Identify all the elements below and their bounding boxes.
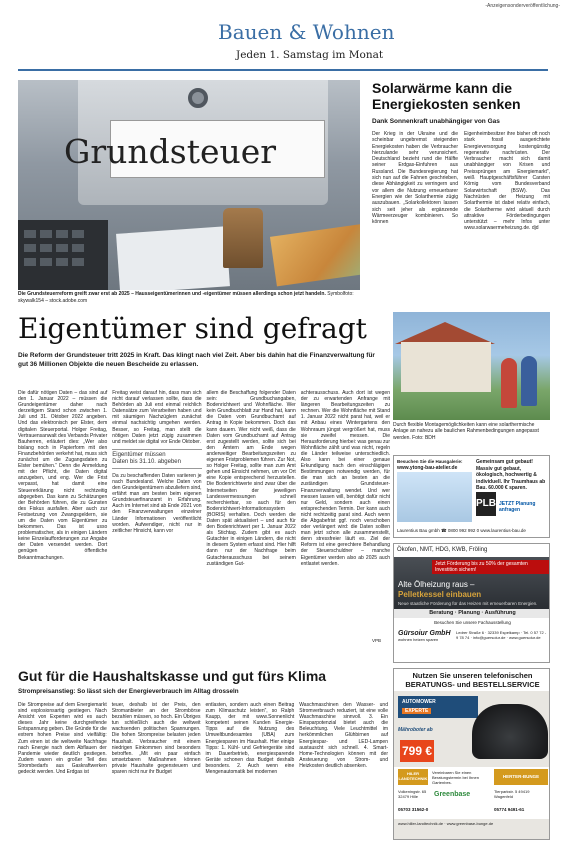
- solar-subheadline: Dank Sonnenkraft unabhängiger von Gas: [372, 118, 500, 125]
- house-roof: [395, 322, 495, 344]
- greenbase-logo: Greenbase: [434, 791, 471, 798]
- dealer-logo-hille: HILER LANDTECHNIK: [398, 769, 428, 785]
- ad-hq-dealers: [394, 767, 550, 819]
- section-subtitle: Jeden 1. Samstag im Monat: [236, 49, 384, 61]
- dealer-phone-2[interactable]: 05774 9491-61: [494, 807, 525, 812]
- bottom-body: [18, 702, 388, 775]
- solar-family-photo: [393, 312, 550, 420]
- lead-headline: Eigentümer sind gefragt: [18, 312, 367, 345]
- ad-ytong-cta[interactable]: JETZT Planung anfragen: [499, 501, 536, 513]
- ad-oil-banner: [394, 557, 550, 609]
- ad-ytong-line1: Besuchen Sie die Hausgalerie:: [397, 459, 463, 464]
- dealer-phone-1[interactable]: 05703 31562-0: [398, 807, 429, 812]
- ad-ytong-headline: Gemeinsam gut gebaut! Massiv gut gebaut, ökologisch, hochwertig & individuell. Ihr Traumhaus ab Bau. 60.000 € sparen.: [476, 459, 546, 491]
- bottom-column-3: entlasten, sondern auch einen Beitrag zum Klimaschutz leisten“, so Ralph Kaupp, der mit www.Sonnenlicht kompetent seinen Kunden Energie-Tipps auf die Nutzung des Umweltbundesamtes (UBA) zum Energiesparen im Haushalt. Hier einige Tipps: 1. Kühl- und Gefriergeräte sind im Dauerbetrieb, energiesparende Geräte schonen das Budget deshalb besonders. 2. Auch wenn eine Mengenautomatik bei modernen: [205, 702, 295, 776]
- lead-intro: Die Reform der Grundsteuer tritt 2025 in Kraft. Das klingt nach viel Zeit. Aber bis dahin hat die Finanzverwaltung für gut 36 Millionen Objekte die neuen Bescheide zu erlassen.: [18, 352, 375, 368]
- lead-signature: VPB: [372, 638, 382, 643]
- ad-pellet-heating[interactable]: [393, 543, 550, 663]
- ad-ytong-image: [397, 472, 472, 522]
- caption-credit: Symbolfoto: skywalk154 – stock.adobe.com: [18, 291, 354, 304]
- ad-oil-smalltext: Neue staatliche Förderung für das Heizen mit erneuerbaren Energien.: [398, 601, 538, 606]
- lead-column-2: Freitag weist darauf hin, dass man sich nicht darauf verlassen sollte, dass die Behörden ab Juli erst einmal reichlich Datensätze zum Verarbeiten haben und mit säumigen Nachzüglern zunächst einmal nachsichtig umgehen werden. Besser, so Freitag, man stellt die nötigen Daten jetzt zügig zusammen und meldet sie digital vor Ende Oktober. Eigentümer müssen Daten bis 31.10. abgeben Da zu beschaffenden Daten variieren je nach Bundesland. Welche Daten von den Grundeigentümern abzuliefern sind, erfährt man am besten beim eigenen Grundsteuerfinanzamt in Erfahrung. Auch im Internet sind ab Ende 2021 von den Finanzverwaltungen einzelner Länder Informationen veröffentlicht worden. Aufwendiger, nicht nur in zeitlicher Hinsicht, kann vor: [112, 390, 202, 534]
- ad-oil-address: Ledrer Straße 6 · 32339 Espelkamp · Tel. 0 57 72 - 9 78 74 · info@guersoiur.de · www.guersoiur.de: [456, 630, 547, 640]
- section-title: Bauen & Wohnen: [218, 20, 395, 44]
- ad-oil-headline-1: Alte Ölheizung raus –: [398, 580, 475, 589]
- solar-signature: djd: [531, 225, 539, 232]
- ad-hq-badge: AUTOMOWER EXPERTE: [398, 696, 478, 718]
- house-graphic: [401, 342, 491, 392]
- person-graphic: [521, 356, 537, 406]
- lead-body: [18, 390, 390, 567]
- solar-column-2: Eigenheimbesitzer ihre bisher oft noch stark fossil ausgerichtete Energieversorgung kostengünstig regenerativ nachrüsten. Der Verbraucher macht sich damit unabhängiger von Krisen und Preissprüngen am Energiemarkt“, weiß Hauptgeschäftsführer Carsten Körnig vom Bundesverband Solarwirtschaft (BSW). Das Nachrüsten der Heizung mit Solarthermie ist dabei relativ einfach, die Solartherme wird aktuell durch attraktive Förderbedingungen unterstützt – mehr Infos unter www.solarwaermeheizung.de. djd: [464, 131, 550, 232]
- header-divider: [18, 69, 548, 71]
- ad-hq-price: 799 €: [400, 740, 434, 762]
- dealer-address-1: Volkeningstr. 65 32479 Hille: [398, 789, 427, 799]
- ad-hq-appointment: Vereinbaren Sie einen Beratungstermin bei Ihnen Gartenbes.: [432, 770, 479, 785]
- binder-ring-icon: [188, 88, 208, 108]
- lead-column-1: Die dafür nötigen Daten – das sind auf den 1. Januar 2022 – müssen die Grundeigentümer daher nach derzeitigem Stand schon zwischen 1. Juli und 31. Oktober 2022 angeben. Und das elektronisch per Elster, dem digitalen Steuerportal. Holger Freitag, Vertrauensanwalt des Verbands Privater Bauherren, erläutert dies: „Wer also bislang noch in Papierform mit den Finanzbehörden verkehrt hat, muss sich zunächst um die Zugangsdaten zu Elster bemühen.“ Denn die Anmeldung mit der Pflicht, die Daten digital anzugeben, und eng. Wer die Frist verpasst, hat damit eine Steuererklärung nicht rechtzeitig abgegeben. Das kann zu Schätzungen der Behörden führen, die zu Gunsten des Fiskus ausfallen. Aber auch zur Festsetzung von Zwangsgeldern, sie um die Daten vom Eigentümer zu bekommen. Das ist usso problematischer, als in einigen Ländern keine Einzelaufforderungen zur Angabe der Daten versendet werden. Dort genügen öffentliche Bekanntmachungen.: [18, 390, 108, 561]
- dealer-address-2: Tierparkstr. 5 49419 Wagenfeld: [494, 789, 530, 799]
- mower-image: [472, 704, 548, 759]
- ad-oil-promo: Jetzt Förderung bis zu 50% der gesamten Investition sichern!: [432, 560, 549, 574]
- dealer-logo-bunge: HERTER-BUNGE: [494, 769, 548, 785]
- ad-hq-websites[interactable]: www.hiller-landtechnik.de · www.greenbase-bunge.de: [398, 821, 494, 826]
- ad-oil-brands: Ökofen, NMT, HDG, KWB, Fröling: [397, 547, 488, 553]
- ad-oil-headline-2: Pelletkessel einbauen: [398, 590, 482, 599]
- solar-article: [372, 80, 550, 232]
- section-header: [18, 16, 548, 71]
- ad-oil-services: Beratung · Planung · Ausführung: [394, 609, 550, 618]
- solar-column-1: Der Krieg in der Ukraine und die scheinbar ungebremst steigenden Energiekosten haben die Verbraucher hierzulande sehr verunsichert. Deutschland bezieht rund die Hälfte seiner Erdgas-Einfuhren aus Russland. Die Bundesregierung hat sich nun auf die Fahnen geschrieben, diese Abhängigkeit zu verringern und vor allem die Nutzung erneuerbarer Energien wie der Solarthermie zügig auszubauen. „Solarkollektoren lassen sich seit jeher als ergänzende Wärmeerzeuger kombinieren. So können: [372, 131, 458, 226]
- lead-column-4: achterausschuss. Auch dort ist wegen der zu erwartenden Anfrange mit längeren Bearbeitungszeiten zu rechnen. Wer die Wohnfläche mit Stand 1. Januar 2022 nicht parat hat, weil er mit Anbau eines Wintergartens den Wohnraum jüngst vergrößert hat, muss sie zweifel messen. Die Herausforderung hierbei: was genau zur Wohnfläche zählt und was nicht, regeln die Länder teilweise unterschiedlich. Also kann bei einer genaue Erkundigung nach den einschlägigen Bestimmungen notwendig werden, für die man sich an besten an die zuständigen Grundsteuer-Finanzverwaltung wendet. Und wer messen lassen will, benötigt dafür nicht nur Geld, sondern auch einen entsprechenden Termin. Der kann auch nicht rechtzeitig parat sind. Auch wenn die Abgabefrist ggf. noch verschoben oder verlängert wird: die Daten sollten man jetzt schon alle zusammenstellt, denn stressfreier läuft es. Ziel der Reform ist eine gerechtere Behandlung der Steuerschuldner – manche Eigentümer werden also ab 2025 auch entlastet werden.: [300, 390, 390, 567]
- banknotes-graphic: [270, 224, 360, 287]
- caption-text: Die Grundsteuerreform greift zwar erst ab 2025 – Hausseigentümerinnen und -eigentümer müssen allerdings schon jetzt handeln.: [18, 291, 326, 297]
- ad-ytong-footer: Laurentius Bau gmbh ☎ 0800 992 992 0 www.laurentius-bau.de: [397, 528, 526, 533]
- infobox-title: Eigentümer müssen: [112, 451, 166, 458]
- binder-label-text: Grundsteuer: [64, 132, 277, 171]
- calculator-graphic: [18, 220, 108, 290]
- bottom-subheadline: Strompreisanstieg: So lässt sich der Energieverbrauch im Alltag drosseln: [18, 688, 239, 695]
- ad-hq-product: Mähroboter ab: [398, 727, 433, 733]
- ad-oil-visit: Besuchen Sie unsere Fachausstellung: [434, 620, 511, 625]
- solar-headline: Solarwärme kann die Energiekosten senken: [372, 80, 521, 112]
- ad-ytong[interactable]: [393, 455, 550, 538]
- ad-hq-headline: Nutzen Sie unseren telefonischen BERATUNGS- und BESTELLSERVICE: [394, 669, 550, 691]
- infobox-text: Daten bis 31.10. abgeben: [112, 458, 181, 465]
- supplement-note: -Anzeigensonderveröffentlichung-: [485, 3, 560, 9]
- family-photo-caption: Durch flexible Montagemöglichkeiten kann eine solarthermische Anlage an nahezu alle baulichen Rahmenbedingungen angepasst werden. Foto: BDH: [393, 422, 539, 441]
- bottom-column-2: teuer, deshalb ist der Preis, den Stromanbieter an der Strombörse bezahlen müssen, so hoch. Ein Übriges tun schließlich auch die weltweit wachsenden politischen Spannungen. Die hohen Strompreise belasten jeden Haushalt. Verbraucher mit einem niedrigen Einkommen sind besonders betroffen. „Mit ein paar einfach umsetzbaren Maßnahmen können private Haushalte gegensteuern und sparen nicht nur ihr Budget: [111, 702, 201, 776]
- lead-infobox: [112, 449, 201, 469]
- ad-ytong-logo: PLB: [476, 492, 496, 516]
- bottom-column-1: Die Strompreise auf dem Energiemarkt sind explosionsartig gestiegen. Nach Ansicht von Experten wird es auch dieses Jahr keine durchgreifende Entspannung geben. Die Gründe für die extrem hohen Preise sind vielfältig: Zum einen ist die weltweite Nachfrage nach Energie nach dem Abflauen der Pandemie wieder deutlich gestiegen. Zudem waren ein großer Teil des Strombedarfs aus Gaskraftwerken gedeckt werden. Und Erdgas ist: [18, 702, 107, 776]
- ad-ytong-url[interactable]: www.ytong-bau-atelier.de: [397, 465, 458, 471]
- bottom-headline: Gut für die Haushaltskasse und gut fürs Klima: [18, 668, 327, 684]
- ad-robotic-mower[interactable]: [393, 668, 550, 840]
- stamp-graphic: [223, 208, 263, 268]
- lead-column-3: allem die Beschaffung folgender Daten sein: Grundbuchangaben, Bodenrichtwert und Wohnfläche. Wer kein Grundbuchblatt zur Hand hat, kann die Daten vom Grundbuchamt auf Antrag in Kopie bekommen. Doch das kann dauern. Wer nicht weiß, dass die Daten vom Grundbuchamt auf Antrag erst zugestellt werden, sollte sich bei den Ämtern am Ende wegen anderweitiger Bearbeitungszeiten zu eigenen Fristproblemen führen. Zur Not, so Holger Freitag, sollte man zum Amt gehen und Einsicht nehmen, um vor Ort eine Kopie entsprechend herzustellen. Die Bodenrichtwerte sind zwar über die Internetseiten der jeweiligen Landesvermessungen schnell recherchierbar, so auch für den Bodenrichtwert-Informationssystem (BORIS) verhalten. Doch werden die Daten spät aktualisiert – und auch für den Bodenrichtwert per 1. Januar 2022 als Stichtag. Zudem gibt es auch Gutachter in einigen Ländern, die nicht in diesem System erfasst sind. Hier hilft dann nur der Nachfrage beim Gutachterausschuss bei seinem zuständigen Gut-: [206, 390, 296, 567]
- grundsteuer-photo: [18, 80, 360, 290]
- person-graphic: [501, 358, 517, 408]
- ad-oil-brand: Gürsoiur GmbH wohnen heizen sparen: [398, 630, 451, 642]
- papers-graphic: [116, 226, 230, 290]
- main-photo-caption: [18, 291, 360, 304]
- bottom-column-4: Waschmaschinen den Wasser- und Stromverbrauch reduziert, ist eine volle Waschmaschine sinnvoll. 3. Ein Einsparpotenzial bietet auch die Beleuchtung. Viele Leuchtmittel im herkömmlichen Glühbirnen auf Energiespar- und LED-Lampen austauscht sich schnell. 4. Smart-Home-Technologien können mit der Ansteuerung von Strom- und Heizkosten deutlich absenken.: [299, 702, 388, 769]
